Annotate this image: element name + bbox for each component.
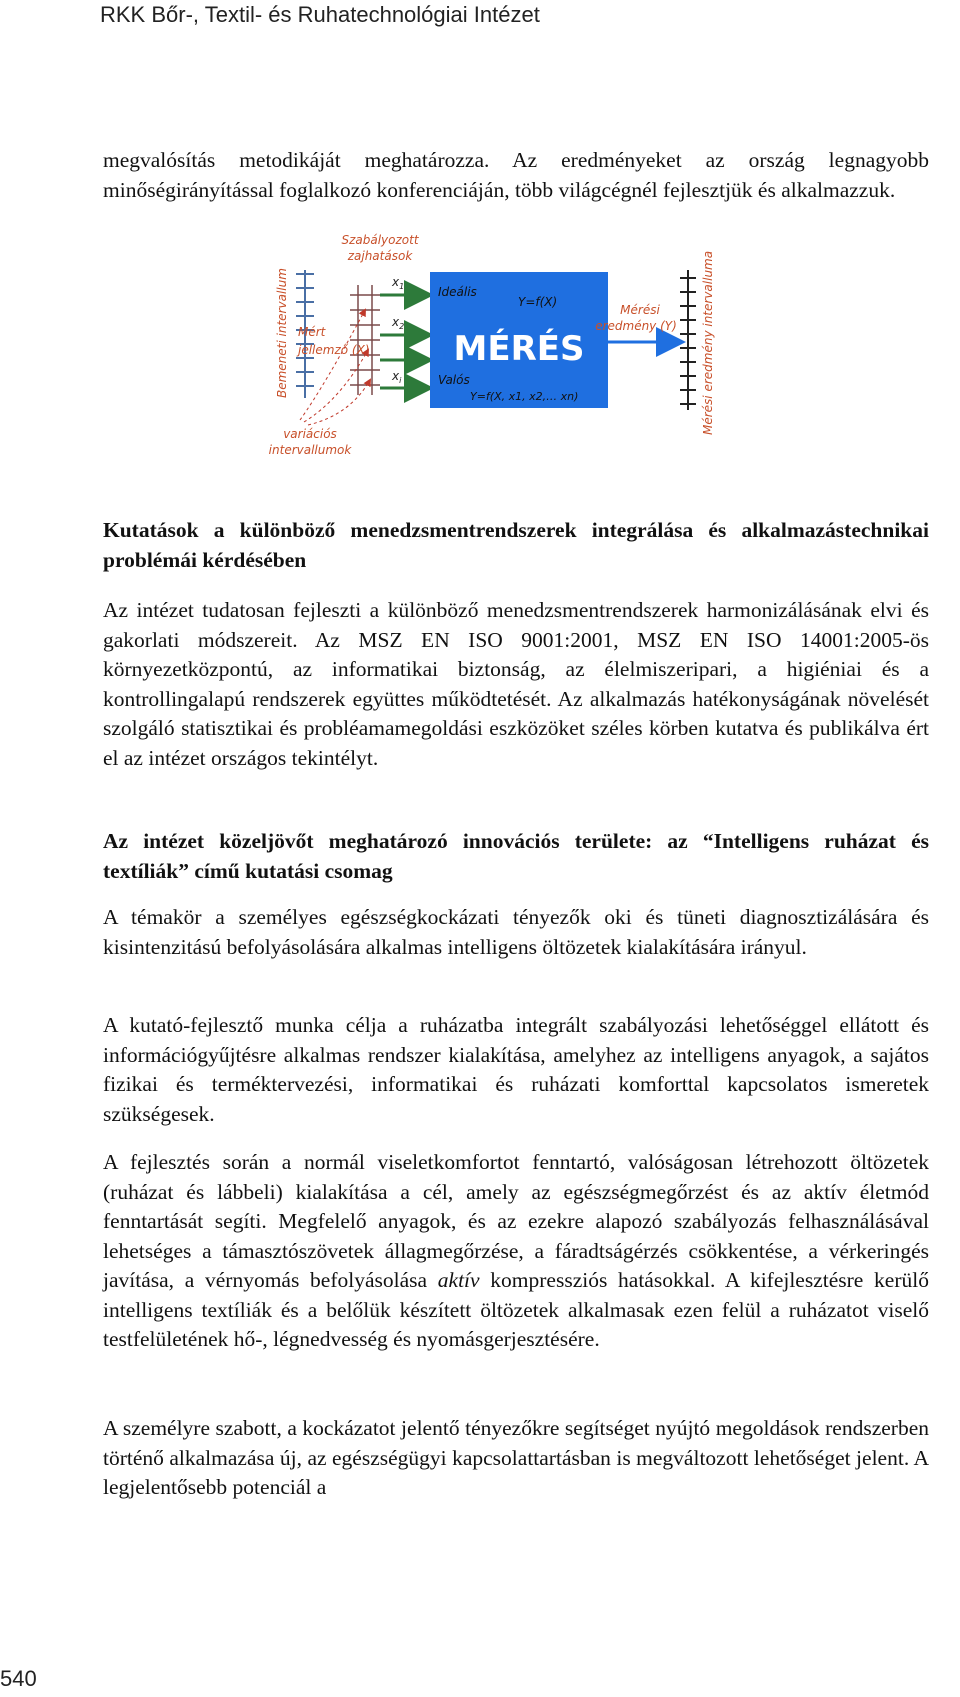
measured-label-1: Mért [298, 325, 326, 339]
page-number: 540 [0, 1666, 37, 1691]
running-header: RKK Bőr-, Textil- és Ruhatechnológiai Intézet [100, 2, 540, 27]
section2-paragraph-3 [103, 1148, 929, 1355]
result-label-1: Mérési [620, 303, 660, 317]
section2-text-2: A kutató-fejlesztő munka célja a ruházatba integrált szabályozási lehetőséggel ellátott és információgyűjtésre alkalmas rendszer kialakítása, amelyhez az intelligens anyagok, a sajátos fizikai és terméktervezési, informatikai és ruházati komforttal kapcsolatos ismeretek szükségesek. [103, 1013, 929, 1126]
measured-label-2: jellemző (X) [298, 343, 370, 357]
ideal-label: Ideális [438, 285, 477, 299]
section2-paragraph-1 [103, 903, 929, 962]
ideal-formula: Y=f(X) [518, 295, 558, 309]
section1-heading-block [103, 516, 929, 575]
real-label: Valós [438, 373, 470, 387]
x2-label: $x_2$ [392, 315, 405, 331]
section2-paragraph-4 [103, 1414, 929, 1503]
section2-text-3 [103, 1148, 929, 1355]
x1-label: $x_1$ [392, 275, 405, 291]
intro-paragraph [103, 146, 929, 205]
section2-heading: Az intézet közeljövőt meghatározó innovációs területe: az “Intelligens ruházat és textíliák” című kutatási csomag [103, 829, 929, 883]
para3-italic: aktív [437, 1268, 480, 1292]
controlled-noise-label-2: zajhatások [347, 249, 413, 263]
result-interval-axis [680, 270, 696, 410]
measurement-diagram [268, 233, 790, 500]
input-interval-label: Bemeneti intervallum [275, 268, 289, 398]
variation-label-2: intervallumok [268, 443, 352, 457]
section2-heading-block [103, 827, 929, 886]
intro-text: megvalósítás metodikáját meghatározza. Az eredményeket az ország legnagyobb minőségirányítással foglalkozó konferenciáján, több világcégnél fejlesztjük és alkalmazzuk. [103, 148, 929, 202]
real-formula: Y=f(X, x1, x2,… xn) [470, 390, 579, 403]
disturbance-axes [350, 285, 380, 395]
variation-label-1: variációs [283, 427, 337, 441]
result-label-2: eredmény (Y) [595, 319, 677, 333]
measurement-title: MÉRÉS [453, 329, 585, 369]
para3-part-1: A fejlesztés során a normál viseletkomfortot fenntartó, valóságosan létrehozott öltözetek (ruházat és lábbeli) kialakítása a cél, amely az egészségmegőrzést és az aktív életmód fenntartását segíti. Megfelelő anyagok, és az ezekre alapozó szabályozás felhasználásával lehetséges a támasztószövetek állagmegőrzése, a fáradtságérzés csökkentése, a vérkeringés javítása, a vérnyomás befolyásolása [103, 1150, 929, 1292]
section1-text: Az intézet tudatosan fejleszti a különböző menedzsmentrendszerek harmonizálásának elvi és gakorlati módszereit. Az MSZ EN ISO 9001:2001, MSZ EN ISO 14001:2005-ös környezetközpontú, az informatikai biztonság, az élelmiszeripari, a higiéniai és a kontrollingalapú rendszerek együttes működtetését. Az alkalmazás hatékonyságának növelését szolgáló statisztikai és probléamamegoldási eszközöket széles körben kutatva és publikálva ért el az intézet országos tekintélyt. [103, 598, 929, 770]
result-interval-label: Mérési eredmény intervalluma [701, 250, 715, 435]
section2-text-1: A témakör a személyes egészségkockázati tényezők oki és tüneti diagnosztizálására és kisintenzitású befolyásolására alkalmas intelligens öltözetek kialakítására irányul. [103, 905, 929, 959]
section1-heading: Kutatások a különböző menedzsmentrendszerek integrálása és alkalmazástechnikai problémái kérdésében [103, 518, 929, 572]
section2-paragraph-2 [103, 1011, 929, 1129]
section1-paragraph [103, 596, 929, 773]
controlled-noise-label-1: Szabályozott [341, 233, 419, 247]
para3-part-2: kompressziós hatásokkal. A kifejlesztésre kerülő intelligens textíliák és a belőlük készített öltözetek alkalmasak ezen felül a ruházatot viselő testfelületének hő-, légnedvesség és nyomásgerjesztésére. [103, 1268, 929, 1351]
xi-label: $x_i$ [392, 369, 402, 385]
section2-text-4: A személyre szabott, a kockázatot jelentő tényezőkre segítséget nyújtó megoldások rendszerben történő alkalmazása új, az egészségügyi kapcsolattartásban is megváltozott lehetőséget jelent. A legjelentősebb potenciál a [103, 1416, 929, 1499]
